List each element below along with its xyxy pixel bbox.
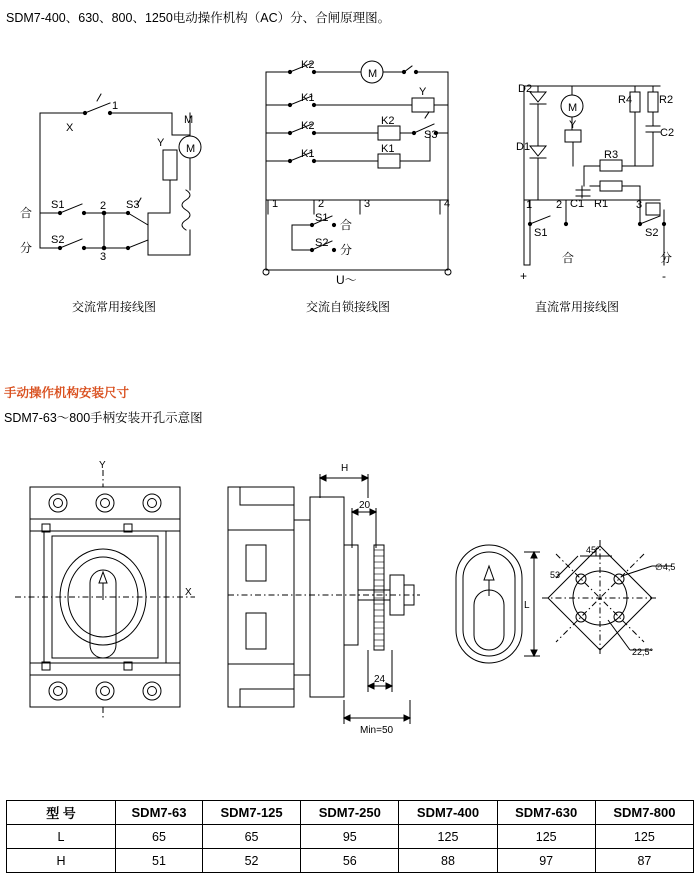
- cell-l-0: 65: [116, 825, 203, 849]
- hole-diameter-label: ∅4,5: [655, 562, 676, 572]
- angle-225-label: 22,5°: [632, 647, 654, 657]
- caption-ac-common: 交流常用接线图: [72, 300, 157, 314]
- d3-label-r1: R1: [594, 198, 609, 210]
- cell-h-2: 56: [301, 849, 399, 873]
- dim-h-label: H: [341, 463, 349, 474]
- d3-label-c2: C2: [660, 127, 675, 139]
- dim-min50-label: Min=50: [360, 725, 394, 736]
- caption-dc-common: 直流常用接线图: [535, 300, 620, 314]
- d3-label-plus: +: [520, 269, 528, 283]
- d3-label-d2: D2: [518, 83, 533, 95]
- d1-label-fen: 分: [20, 241, 33, 255]
- d2-label-k1-coil: K1: [381, 143, 395, 155]
- d3-label-d1: D1: [516, 141, 531, 153]
- d1-label-m: M: [184, 114, 194, 126]
- d1-label-2: 2: [100, 200, 107, 212]
- section-subheading-handle-hole: SDM7-63～800手柄安装开孔示意图: [4, 411, 203, 425]
- table-header-cell-3: SDM7-250: [301, 801, 399, 825]
- table-header-cell-2: SDM7-125: [202, 801, 300, 825]
- d1-label-s3: S3: [126, 199, 140, 211]
- d3-label-he: 合: [562, 251, 575, 265]
- front-view-axis-x-label: X: [185, 587, 192, 598]
- cell-l-3: 125: [399, 825, 497, 849]
- page-title: SDM7-400、630、800、1250电动操作机构（AC）分、合闸原理图。: [6, 11, 391, 25]
- d2-label-he: 合: [340, 218, 353, 232]
- d2-label-k2-mid: K2: [301, 120, 315, 132]
- table-header-cell-6: SDM7-800: [595, 801, 693, 825]
- table-row: [7, 825, 694, 849]
- dim-24-label: 24: [374, 674, 386, 685]
- table-header-cell-4: SDM7-400: [399, 801, 497, 825]
- d3-label-r4: R4: [618, 94, 633, 106]
- cell-h-3: 88: [399, 849, 497, 873]
- d3-label-minus: -: [662, 269, 666, 283]
- table-header-cell-5: SDM7-630: [497, 801, 595, 825]
- d2-label-s2: S2: [315, 237, 329, 249]
- cell-h-1: 52: [202, 849, 300, 873]
- dim-53-label: 53: [550, 570, 561, 580]
- cell-l-4: 125: [497, 825, 595, 849]
- d2-motor-symbol: M: [368, 68, 378, 80]
- row-label-h: H: [7, 849, 116, 873]
- d3-label-t3: 3: [636, 199, 643, 211]
- section-heading-manual-dims: 手动操作机构安装尺寸: [4, 386, 130, 400]
- d3-label-t1: 1: [526, 199, 533, 211]
- d1-label-s1: S1: [51, 199, 65, 211]
- table-header-cell-0: 型 号: [7, 801, 116, 825]
- d2-label-s3: S3: [424, 129, 438, 141]
- d3-label-t2: 2: [556, 199, 563, 211]
- d2-label-y: Y: [419, 86, 427, 98]
- cell-h-5: 87: [595, 849, 693, 873]
- cell-h-0: 51: [116, 849, 203, 873]
- d1-label-he: 合: [20, 206, 33, 220]
- caption-ac-selflock: 交流自锁接线图: [306, 300, 391, 314]
- d3-label-r2: R2: [659, 94, 674, 106]
- d3-label-s2: S2: [645, 227, 659, 239]
- d3-label-fen: 分: [660, 251, 673, 265]
- d3-label-y: Y: [569, 119, 577, 131]
- d1-label-3: 3: [100, 251, 107, 263]
- cell-l-1: 65: [202, 825, 300, 849]
- d2-label-k1-top: K1: [301, 92, 315, 104]
- d1-label-x: X: [66, 122, 74, 134]
- d2-label-t1: 1: [272, 198, 279, 210]
- d1-motor-symbol: M: [186, 143, 196, 155]
- d2-label-s1: S1: [315, 212, 329, 224]
- d3-label-c1: C1: [570, 198, 585, 210]
- dim-20-label: 20: [359, 500, 371, 511]
- d1-label-1: 1: [112, 100, 119, 112]
- d2-label-t4: 4: [444, 198, 451, 210]
- table-header-row: [7, 801, 694, 825]
- dim-l-label: L: [524, 600, 530, 611]
- angle-45-label: 45°: [586, 545, 600, 555]
- table-header-cell-1: SDM7-63: [116, 801, 203, 825]
- d3-motor-symbol: M: [568, 102, 578, 114]
- d2-label-t3: 3: [364, 198, 371, 210]
- d1-label-s2: S2: [51, 234, 65, 246]
- d2-label-t2: 2: [318, 198, 325, 210]
- d1-label-y: Y: [157, 137, 165, 149]
- d2-label-supply: U～: [336, 273, 357, 287]
- cell-l-2: 95: [301, 825, 399, 849]
- d2-label-k1-mid: K1: [301, 148, 315, 160]
- row-label-l: L: [7, 825, 116, 849]
- cell-h-4: 97: [497, 849, 595, 873]
- front-view-axis-y-label: Y: [99, 460, 106, 471]
- d3-label-s1: S1: [534, 227, 548, 239]
- d2-label-k2-top: K2: [301, 59, 315, 71]
- d2-label-fen: 分: [340, 243, 353, 257]
- table-row: [7, 849, 694, 873]
- d3-label-r3: R3: [604, 149, 619, 161]
- spec-table: [6, 800, 694, 873]
- cell-l-5: 125: [595, 825, 693, 849]
- d2-label-k2-coil: K2: [381, 115, 395, 127]
